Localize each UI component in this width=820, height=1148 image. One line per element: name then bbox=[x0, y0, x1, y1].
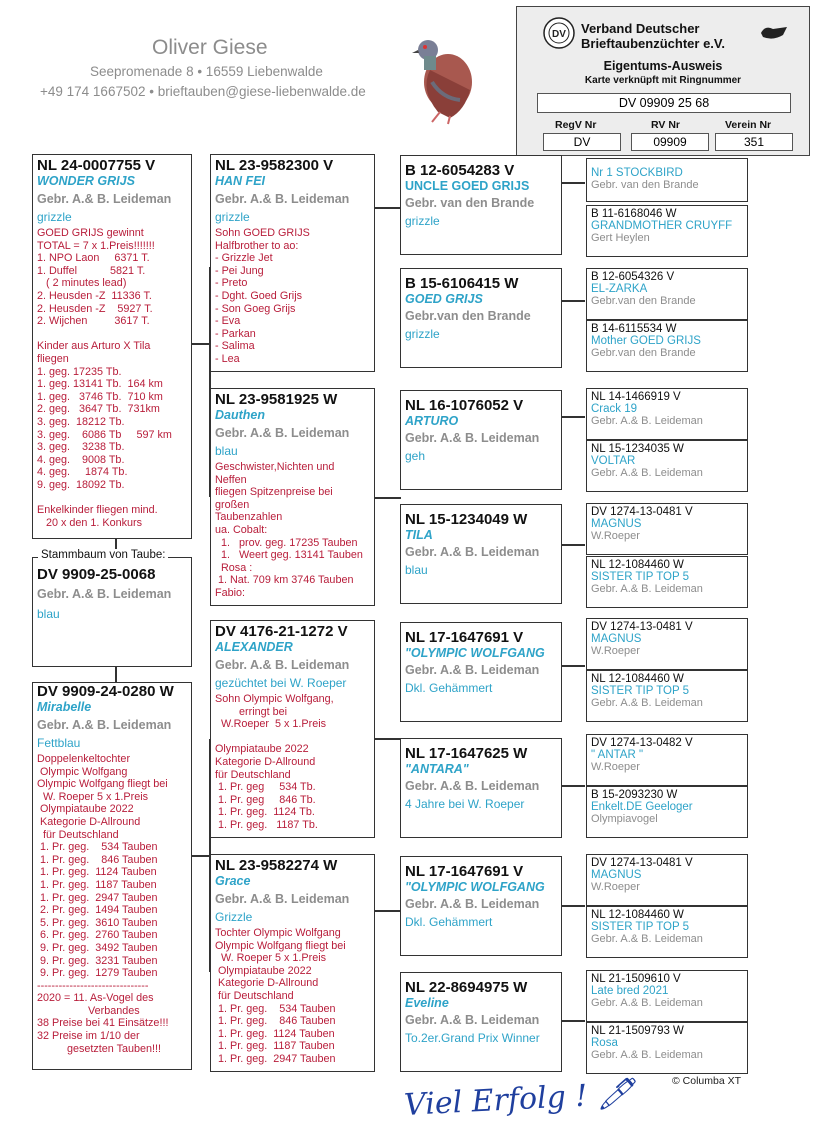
gggp-ring: NL 14-1466919 V bbox=[591, 391, 681, 403]
gggp-breeder: Olympiavogel bbox=[591, 813, 658, 825]
gp-ring: NL 23-9582300 V bbox=[215, 157, 334, 174]
ggp-name: "OLYMPIC WOLFGANG bbox=[405, 880, 545, 894]
gggp-box bbox=[586, 734, 748, 786]
vdbt-seal-icon bbox=[543, 17, 575, 49]
gggp-breeder: Gebr.van den Brande bbox=[591, 295, 696, 307]
ggp-box bbox=[400, 622, 562, 722]
gggp-box bbox=[586, 388, 748, 440]
gggp-box bbox=[586, 618, 748, 670]
subject-box bbox=[32, 557, 192, 667]
gggp-box bbox=[586, 786, 748, 838]
gp-info: Tochter Olympic Wolfgang Olympic Wolfgang fliegt bei W. Roeper 5 x 1.Preis Olympiataube 2022 Kategorie D-Allround für Deutschland 1. Pr. geg. 534 Tauben 1. Pr. geg. 846 Tauben 1. Pr. geg. 1124 Tauben 1. Pr. geg. 1187 Tauben 1. Pr. geg. 2947 Tauben bbox=[215, 927, 346, 1065]
gggp-box bbox=[586, 556, 748, 608]
gggp-box bbox=[586, 854, 748, 906]
ggp-name: "OLYMPIC WOLFGANG bbox=[405, 646, 545, 660]
gp-color: grizzle bbox=[215, 210, 250, 224]
ggp-box bbox=[400, 155, 562, 255]
gggp-breeder: Gebr. A.& B. Leideman bbox=[591, 583, 703, 595]
gggp-name: SISTER TIP TOP 5 bbox=[591, 571, 690, 583]
ggp-breeder: Gebr. A.& B. Leideman bbox=[405, 663, 540, 677]
gggp-ring: NL 21-1509610 V bbox=[591, 973, 681, 985]
ggp-box bbox=[400, 738, 562, 838]
ggp-box bbox=[400, 268, 562, 368]
card-org bbox=[581, 21, 725, 51]
gp-ring: NL 23-9582274 W bbox=[215, 857, 338, 874]
card-org-line2: Brieftaubenzüchter e.V. bbox=[581, 36, 726, 51]
gp-breeder: Gebr. A.& B. Leideman bbox=[215, 658, 350, 672]
gggp-name: " ANTAR " bbox=[591, 749, 644, 761]
ggp-ring: NL 17-1647691 V bbox=[405, 629, 524, 646]
gggp-box bbox=[586, 320, 748, 372]
card-col1-label: RegV Nr bbox=[555, 119, 597, 131]
ggp-color: 4 Jahre bei W. Roeper bbox=[405, 797, 525, 811]
gp-breeder: Gebr. A.& B. Leideman bbox=[215, 892, 350, 906]
gggp-ring: B 11-6168046 W bbox=[591, 208, 677, 220]
sire-info: GOED GRIJS gewinnt TOTAL = 7 x 1.Preis!!!!!!! 1. NPO Laon 6371 T. 1. Duffel 5821 T. ( 2 minutes lead) 2. Heusden -Z 11336 T. 2. Heusden -Z 5927 T. 2. Wijchen 3617 T. Kinder aus Arturo X Tila fliegen 1. geg. 17235 Tb. 1. geg. 13141 Tb. 164 km 1. geg. 3746 Tb. 710 km 2. geg. 3647 Tb. 731km 3. geg. 18212 Tb. 3. geg. 6086 Tb 597 km 3. geg. 3238 Tb. 4. geg. 9008 Tb. 4. geg. 1874 Tb. 9. geg. 18092 Tb. Enkelkinder fliegen mind. 20 x den 1. Konkurs bbox=[37, 227, 172, 529]
gggp-breeder: Gebr. A.& B. Leideman bbox=[591, 1049, 703, 1061]
ownership-card bbox=[516, 6, 810, 156]
pigeon-small-icon bbox=[757, 21, 791, 43]
dam-box bbox=[32, 682, 192, 1070]
gp-ring: NL 23-9581925 W bbox=[215, 391, 338, 408]
gggp-name: MAGNUS bbox=[591, 518, 642, 530]
card-org-line1: Verband Deutscher bbox=[581, 21, 700, 36]
sire-ring: NL 24-0007755 V bbox=[37, 157, 156, 174]
copyright: © Columba XT bbox=[672, 1075, 742, 1087]
subject-label: Stammbaum von Taube: bbox=[38, 549, 168, 561]
gggp-name: Late bred 2021 bbox=[591, 985, 669, 997]
gp-color: gezüchtet bei W. Roeper bbox=[215, 676, 347, 690]
gggp-ring: DV 1274-13-0481 V bbox=[591, 857, 693, 869]
ggp-ring: NL 17-1647625 W bbox=[405, 745, 528, 762]
breeder-address: Seepromenade 8 • 16559 Liebenwalde bbox=[90, 64, 323, 79]
ggp-name: TILA bbox=[405, 528, 433, 542]
gggp-box bbox=[586, 158, 748, 202]
gggp-name: Mother GOED GRIJS bbox=[591, 335, 701, 347]
gggp-breeder: Gebr. A.& B. Leideman bbox=[591, 997, 703, 1009]
gggp-box bbox=[586, 440, 748, 492]
ggp-box bbox=[400, 504, 562, 604]
gp-breeder: Gebr. A.& B. Leideman bbox=[215, 192, 350, 206]
ggp-ring: B 15-6106415 W bbox=[405, 275, 519, 292]
ggp-ring: NL 15-1234049 W bbox=[405, 511, 528, 528]
gp-name: Grace bbox=[215, 874, 251, 888]
breeder-name: Oliver Giese bbox=[152, 36, 268, 59]
gggp-name: VOLTAR bbox=[591, 455, 636, 467]
gggp-box bbox=[586, 268, 748, 320]
gggp-ring: DV 1274-13-0481 V bbox=[591, 621, 693, 633]
card-subtitle: Karte verknüpft mit Ringnummer bbox=[584, 75, 742, 86]
ggp-box bbox=[400, 856, 562, 956]
dam-breeder: Gebr. A.& B. Leideman bbox=[37, 718, 172, 732]
card-col2-value: 09909 bbox=[631, 133, 709, 151]
signature: Viel Erfolg ! 🖊 bbox=[403, 1075, 636, 1124]
gggp-name: MAGNUS bbox=[591, 869, 642, 881]
gp-breeder: Gebr. A.& B. Leideman bbox=[215, 426, 350, 440]
gp-name: HAN FEI bbox=[215, 174, 265, 188]
ggp-color: geh bbox=[405, 449, 426, 463]
ggp-box bbox=[400, 390, 562, 490]
ggp-ring: NL 17-1647691 V bbox=[405, 863, 524, 880]
gggp-ring: NL 12-1084460 W bbox=[591, 673, 684, 685]
gggp-box bbox=[586, 670, 748, 722]
gp-color: Grizzle bbox=[215, 910, 253, 924]
gggp-ring: B 15-2093230 W bbox=[591, 789, 678, 801]
ggp-name: ARTURO bbox=[405, 414, 459, 428]
card-ring: DV 09909 25 68 bbox=[537, 93, 791, 113]
gggp-breeder: Gebr. A.& B. Leideman bbox=[591, 415, 703, 427]
gp-color: blau bbox=[215, 444, 238, 458]
gp-info: Sohn Olympic Wolfgang, erringt bei W.Roeper 5 x 1.Preis Olympiataube 2022 Kategorie D-Allround für Deutschland 1. Pr. geg 534 Tb. 1. Pr. geg 846 Tb. 1. Pr. geg. 1124 Tb. 1. Pr. geg. 1187 Tb. bbox=[215, 693, 334, 831]
sire-breeder: Gebr. A.& B. Leideman bbox=[37, 192, 172, 206]
pigeon-icon bbox=[410, 30, 485, 125]
gggp-breeder: Gert Heylen bbox=[591, 232, 650, 244]
gp-name: ALEXANDER bbox=[215, 640, 293, 654]
ggp-color: grizzle bbox=[405, 214, 440, 228]
gggp-breeder: Gebr. A.& B. Leideman bbox=[591, 933, 703, 945]
dam-ring: DV 9909-24-0280 W bbox=[37, 683, 174, 700]
ggp-name: UNCLE GOED GRIJS bbox=[405, 179, 530, 193]
ggp-breeder: Gebr. A.& B. Leideman bbox=[405, 431, 540, 445]
subject-breeder: Gebr. A.& B. Leideman bbox=[37, 587, 172, 601]
gggp-name: MAGNUS bbox=[591, 633, 642, 645]
gggp-ring: Nr 1 STOCKBIRD bbox=[591, 167, 683, 179]
ggp-ring: NL 22-8694975 W bbox=[405, 979, 528, 996]
ggp-color: blau bbox=[405, 563, 428, 577]
gp-info: Sohn GOED GRIJS Halfbrother to ao: - Grizzle Jet - Pei Jung - Preto - Dght. Goed Grijs - Son Goeg Grijs - Eva - Parkan - Salima - Lea bbox=[215, 227, 310, 365]
ggp-breeder: Gebr. A.& B. Leideman bbox=[405, 1013, 540, 1027]
gggp-breeder: Gebr.van den Brande bbox=[591, 347, 696, 359]
sire-name: WONDER GRIJS bbox=[37, 174, 135, 188]
gp-box bbox=[210, 388, 375, 606]
ggp-name: GOED GRIJS bbox=[405, 292, 483, 306]
gggp-name: Rosa bbox=[591, 1037, 618, 1049]
gggp-box bbox=[586, 1022, 748, 1074]
card-col1-value: DV bbox=[543, 133, 621, 151]
ggp-breeder: Gebr. A.& B. Leideman bbox=[405, 779, 540, 793]
gp-box bbox=[210, 154, 375, 372]
ggp-breeder: Gebr.van den Brande bbox=[405, 309, 531, 323]
sire-box bbox=[32, 154, 192, 539]
gggp-ring: NL 12-1084460 W bbox=[591, 909, 684, 921]
gggp-box bbox=[586, 906, 748, 958]
ggp-name: "ANTARA" bbox=[405, 762, 469, 776]
dam-info: Doppelenkeltochter Olympic Wolfgang Olympic Wolfgang fliegt bei W. Roeper 5 x 1.Preis Olympiataube 2022 Kategorie D-Allround für Deutschland 1. Pr. geg. 534 Tauben 1. Pr. geg. 846 Tauben 1. Pr. geg. 1124 Tauben 1. Pr. geg. 1187 Tauben 1. Pr. geg. 2947 Tauben 2. Pr. geg. 1494 Tauben 5. Pr. geg. 3610 Tauben 6. Pr. geg. 2760 Tauben 9. Pr. geg. 3492 Tauben 9. Pr. geg. 3231 Tauben 9. Pr. geg. 1279 Tauben ------------------------------- 2020 = 11. As-Vogel des Verbandes 38 Preise bei 41 Einsätze!!! 32 Preise im 1/10 der gesetzten Tauben!!! bbox=[37, 753, 169, 1055]
gggp-box bbox=[586, 503, 748, 555]
seal-text: DV bbox=[552, 29, 566, 40]
gggp-ring: DV 1274-13-0481 V bbox=[591, 506, 693, 518]
gggp-breeder: Gebr. A.& B. Leideman bbox=[591, 697, 703, 709]
ggp-color: Dkl. Gehämmert bbox=[405, 915, 493, 929]
gggp-ring: NL 15-1234035 W bbox=[591, 443, 684, 455]
ggp-breeder: Gebr. A.& B. Leideman bbox=[405, 545, 540, 559]
card-title: Eigentums-Ausweis bbox=[603, 59, 723, 73]
ggp-color: Dkl. Gehämmert bbox=[405, 681, 493, 695]
ggp-ring: B 12-6054283 V bbox=[405, 162, 515, 179]
ggp-color: grizzle bbox=[405, 327, 440, 341]
card-col3-label: Verein Nr bbox=[725, 119, 772, 131]
gggp-ring: DV 1274-13-0482 V bbox=[591, 737, 693, 749]
gggp-ring: NL 12-1084460 W bbox=[591, 559, 684, 571]
gp-box bbox=[210, 620, 375, 838]
gggp-name: Enkelt.DE Geeloger bbox=[591, 801, 693, 813]
breeder-contact: +49 174 1667502 • brieftauben@giese-liebenwalde.de bbox=[40, 84, 366, 99]
ggp-color: To.2er.Grand Prix Winner bbox=[405, 1031, 540, 1045]
gggp-breeder: W.Roeper bbox=[591, 645, 640, 657]
gggp-name: SISTER TIP TOP 5 bbox=[591, 921, 690, 933]
ggp-ring: NL 16-1076052 V bbox=[405, 397, 524, 414]
gp-info: Geschwister,Nichten und Neffen fliegen Spitzenpreise bei großen Taubenzahlen ua. Cobalt: 1. prov. geg. 17235 Tauben 1. Weert geg. 13141 Tauben Rosa : 1. Nat. 709 km 3746 Tauben Fabio: bbox=[215, 461, 363, 599]
dam-name: Mirabelle bbox=[37, 700, 92, 714]
card-col3-value: 351 bbox=[715, 133, 793, 151]
card-col2-label: RV Nr bbox=[651, 119, 680, 131]
gggp-ring: B 12-6054326 V bbox=[591, 271, 675, 283]
ggp-name: Eveline bbox=[405, 996, 449, 1010]
gggp-name: Crack 19 bbox=[591, 403, 638, 415]
gggp-box bbox=[586, 205, 748, 257]
gp-name: Dauthen bbox=[215, 408, 265, 422]
gggp-breeder: W.Roeper bbox=[591, 761, 640, 773]
gggp-box bbox=[586, 970, 748, 1022]
gggp-ring: NL 21-1509793 W bbox=[591, 1025, 684, 1037]
subject-ring: DV 9909-25-0068 bbox=[37, 566, 156, 583]
gp-ring: DV 4176-21-1272 V bbox=[215, 623, 348, 640]
gggp-name: EL-ZARKA bbox=[591, 283, 648, 295]
gp-box bbox=[210, 854, 375, 1072]
ggp-breeder: Gebr. van den Brande bbox=[405, 196, 535, 210]
gggp-ring: B 14-6115534 W bbox=[591, 323, 677, 335]
subject-color: blau bbox=[37, 607, 60, 621]
ggp-breeder: Gebr. A.& B. Leideman bbox=[405, 897, 540, 911]
ggp-box bbox=[400, 972, 562, 1072]
gggp-breeder: Gebr. van den Brande bbox=[591, 179, 699, 191]
gggp-breeder: Gebr. A.& B. Leideman bbox=[591, 467, 703, 479]
dam-color: Fettblau bbox=[37, 736, 81, 750]
gggp-name: GRANDMOTHER CRUYFF bbox=[591, 220, 733, 232]
gggp-name: SISTER TIP TOP 5 bbox=[591, 685, 690, 697]
sire-color: grizzle bbox=[37, 210, 72, 224]
gggp-breeder: W.Roeper bbox=[591, 530, 640, 542]
gggp-breeder: W.Roeper bbox=[591, 881, 640, 893]
